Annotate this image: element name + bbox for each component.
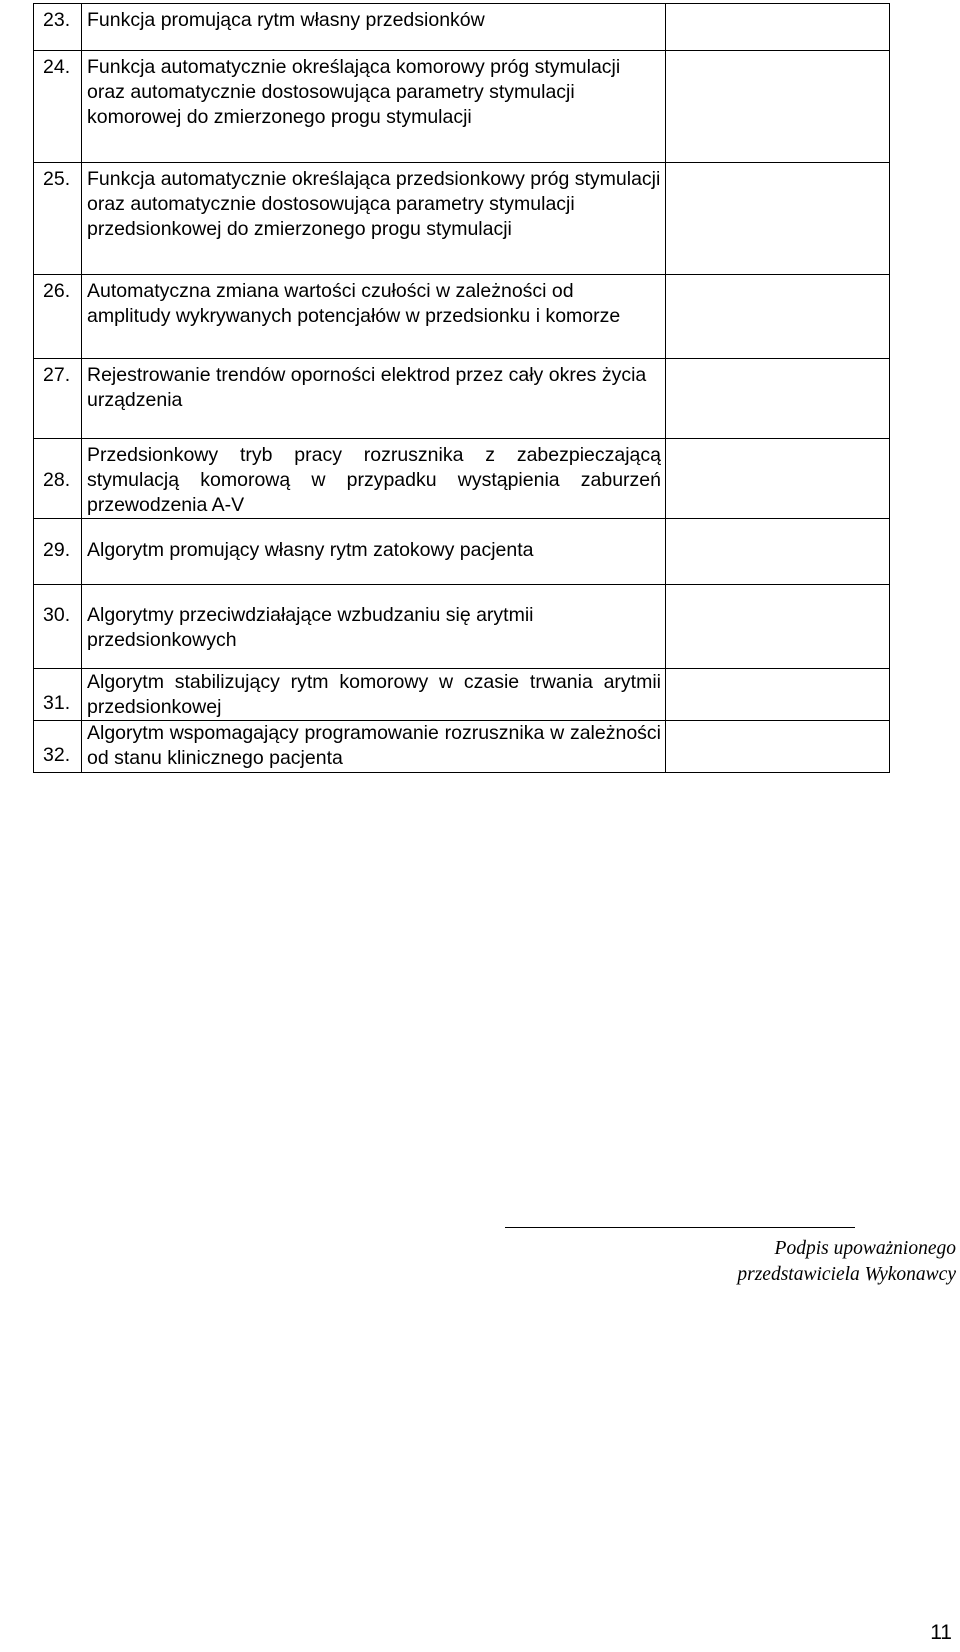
row-description: Algorytm promujący własny rytm zatokowy pacjenta: [82, 519, 666, 585]
requirements-table: [33, 3, 890, 773]
signature-caption-line1: Podpis upoważnionego: [774, 1238, 956, 1259]
row-response-cell: [666, 721, 890, 773]
signature-caption-line2: przedstawiciela Wykonawcy: [737, 1264, 956, 1285]
row-response-cell: [666, 669, 890, 721]
row-response-cell: [666, 163, 890, 275]
table-row: [34, 163, 890, 275]
table-row: [34, 585, 890, 669]
row-description: Funkcja promująca rytm własny przedsionków: [82, 4, 666, 51]
row-description: Funkcja automatycznie określająca przedsionkowy próg stymulacji oraz automatycznie dostosowująca parametry stymulacji przedsionkowej do zmierzonego progu stymulacji: [82, 163, 666, 275]
table-row: [34, 275, 890, 359]
row-number: 24.: [34, 51, 82, 163]
row-number: 23.: [34, 4, 82, 51]
table-row: [34, 439, 890, 519]
row-description: Rejestrowanie trendów oporności elektrod przez cały okres życia urządzenia: [82, 359, 666, 439]
row-number: 26.: [34, 275, 82, 359]
row-number: 31.: [34, 669, 82, 721]
table-row: [34, 519, 890, 585]
row-description: Przedsionkowy tryb pracy rozrusznika z zabezpieczającą stymulacją komorową w przypadku wystąpienia zaburzeń przewodzenia A-V: [82, 439, 666, 519]
row-response-cell: [666, 4, 890, 51]
table-row: [34, 4, 890, 51]
row-number: 25.: [34, 163, 82, 275]
row-number: 28.: [34, 439, 82, 519]
row-description: Algorytmy przeciwdziałające wzbudzaniu się arytmii przedsionkowych: [82, 585, 666, 669]
page-number: 11: [930, 1621, 952, 1644]
table-row: [34, 721, 890, 773]
row-response-cell: [666, 275, 890, 359]
row-response-cell: [666, 519, 890, 585]
signature-caption: [556, 1236, 956, 1288]
row-number: 27.: [34, 359, 82, 439]
row-number: 30.: [34, 585, 82, 669]
signature-line: [505, 1227, 855, 1228]
row-response-cell: [666, 359, 890, 439]
row-number: 32.: [34, 721, 82, 773]
table-row: [34, 51, 890, 163]
table-row: [34, 669, 890, 721]
row-number: 29.: [34, 519, 82, 585]
table-row: [34, 359, 890, 439]
row-description: Funkcja automatycznie określająca komorowy próg stymulacji oraz automatycznie dostosowująca parametry stymulacji komorowej do zmierzonego progu stymulacji: [82, 51, 666, 163]
row-description: Algorytm wspomagający programowanie rozrusznika w zależności od stanu klinicznego pacjenta: [82, 721, 666, 773]
row-response-cell: [666, 51, 890, 163]
row-description: Algorytm stabilizujący rytm komorowy w czasie trwania arytmii przedsionkowej: [82, 669, 666, 721]
row-description: Automatyczna zmiana wartości czułości w zależności od amplitudy wykrywanych potencjałów w przedsionku i komorze: [82, 275, 666, 359]
row-response-cell: [666, 439, 890, 519]
row-response-cell: [666, 585, 890, 669]
